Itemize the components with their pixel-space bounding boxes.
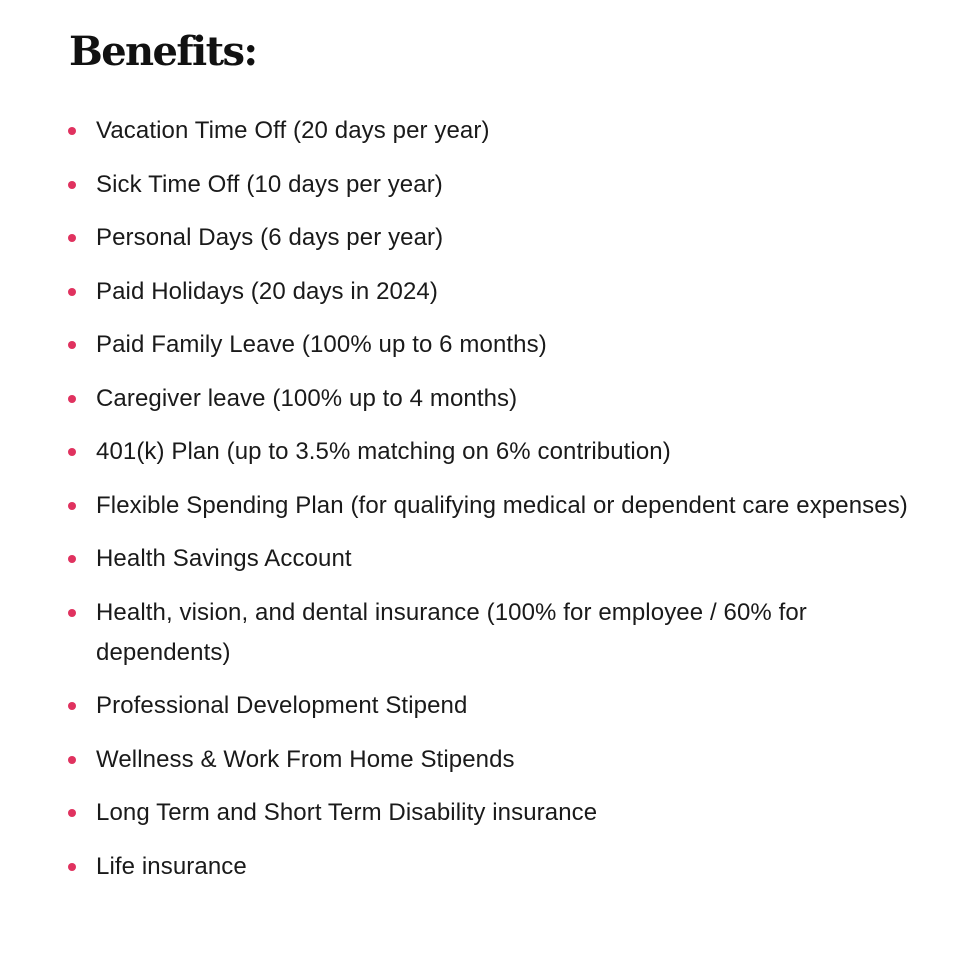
bullet-dot-icon bbox=[68, 341, 76, 349]
list-item bbox=[0, 793, 954, 833]
page-title: Benefits: bbox=[69, 28, 257, 75]
bullet-dot-icon bbox=[68, 502, 76, 510]
bullet-dot-icon bbox=[68, 756, 76, 764]
bullet-dot-icon bbox=[68, 863, 76, 871]
bullet-dot-icon bbox=[68, 181, 76, 189]
list-item-text: Wellness & Work From Home Stipends bbox=[96, 745, 515, 773]
list-item bbox=[0, 486, 954, 526]
list-item-text: Paid Holidays (20 days in 2024) bbox=[96, 277, 438, 305]
list-item-text: 401(k) Plan (up to 3.5% matching on 6% contribution) bbox=[96, 438, 671, 465]
list-item bbox=[0, 379, 954, 419]
bullet-dot-icon bbox=[68, 288, 76, 296]
list-item-text: Health, vision, and dental insurance (100% for employee / 60% for dependents) bbox=[96, 598, 807, 666]
bullet-dot-icon bbox=[68, 609, 76, 617]
list-item-text: Flexible Spending Plan (for qualifying medical or dependent care expenses) bbox=[96, 491, 908, 519]
list-item bbox=[0, 272, 954, 312]
list-item-text: Professional Development Stipend bbox=[96, 692, 468, 719]
bullet-dot-icon bbox=[68, 555, 76, 563]
list-item bbox=[0, 593, 954, 673]
list-item bbox=[0, 432, 954, 472]
list-item bbox=[0, 111, 954, 151]
list-item-text: Caregiver leave (100% up to 4 months) bbox=[96, 384, 518, 412]
bullet-dot-icon bbox=[68, 395, 76, 403]
list-item-text: Life insurance bbox=[96, 852, 247, 880]
list-item-text: Health Savings Account bbox=[96, 545, 352, 572]
list-item bbox=[0, 686, 954, 726]
benefits-list bbox=[0, 111, 954, 900]
list-item bbox=[0, 325, 954, 365]
list-item bbox=[0, 218, 954, 258]
bullet-dot-icon bbox=[68, 809, 76, 817]
list-item-text: Personal Days (6 days per year) bbox=[96, 224, 444, 251]
list-item bbox=[0, 165, 954, 205]
list-item bbox=[0, 539, 954, 579]
list-item bbox=[0, 740, 954, 780]
bullet-dot-icon bbox=[68, 448, 76, 456]
list-item-text: Vacation Time Off (20 days per year) bbox=[96, 117, 490, 144]
list-item bbox=[0, 847, 954, 887]
bullet-dot-icon bbox=[68, 127, 76, 135]
list-item-text: Long Term and Short Term Disability insurance bbox=[96, 799, 598, 826]
bullet-dot-icon bbox=[68, 234, 76, 242]
list-item-text: Paid Family Leave (100% up to 6 months) bbox=[96, 331, 547, 358]
list-item-text: Sick Time Off (10 days per year) bbox=[96, 170, 443, 198]
bullet-dot-icon bbox=[68, 702, 76, 710]
